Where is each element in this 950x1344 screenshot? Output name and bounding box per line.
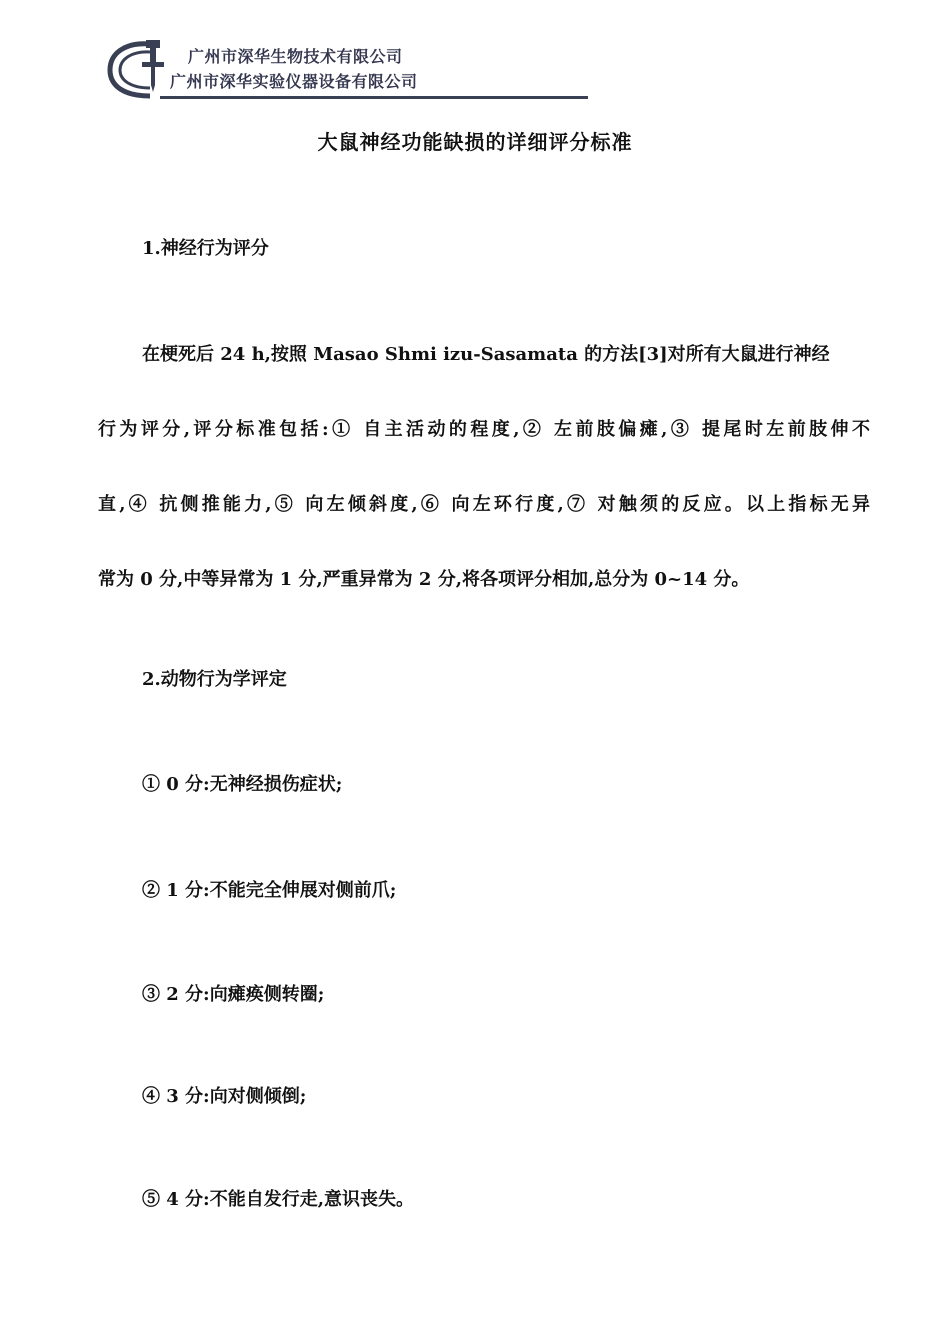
list-item: ③ 2 分:向瘫痪侧转圈; <box>142 984 325 1005</box>
company-name-2: 广州市深华实验仪器设备有限公司 <box>170 72 418 91</box>
paragraph-line: 直,④ 抗侧推能力,⑤ 向左倾斜度,⑥ 向左环行度,⑦ 对触须的反应。以上指标无异 <box>98 494 870 515</box>
list-item: ④ 3 分:向对侧倾倒; <box>142 1086 307 1107</box>
paragraph-line: 常为 0 分,中等异常为 1 分,严重异常为 2 分,将各项评分相加,总分为 0~14 分。 <box>98 569 750 590</box>
letterhead <box>106 36 486 102</box>
paragraph-line: 行为评分,评分标准包括:① 自主活动的程度,② 左前肢偏瘫,③ 提尾时左前肢伸不 <box>98 419 870 440</box>
header-rule <box>160 96 588 99</box>
company-name-1: 广州市深华生物技术有限公司 <box>188 47 403 66</box>
document-title: 大鼠神经功能缺损的详细评分标准 <box>317 130 633 154</box>
paragraph-line: 在梗死后 24 h,按照 Masao Shmi izu-Sasamata 的方法[3]对所有大鼠进行神经 <box>142 344 830 365</box>
list-item: ② 1 分:不能完全伸展对侧前爪; <box>142 880 397 901</box>
section-1-heading: 1.神经行为评分 <box>142 238 269 259</box>
section-2-heading: 2.动物行为学评定 <box>142 669 287 690</box>
list-item: ① 0 分:无神经损伤症状; <box>142 774 343 795</box>
list-item: ⑤ 4 分:不能自发行走,意识丧失。 <box>142 1189 414 1210</box>
